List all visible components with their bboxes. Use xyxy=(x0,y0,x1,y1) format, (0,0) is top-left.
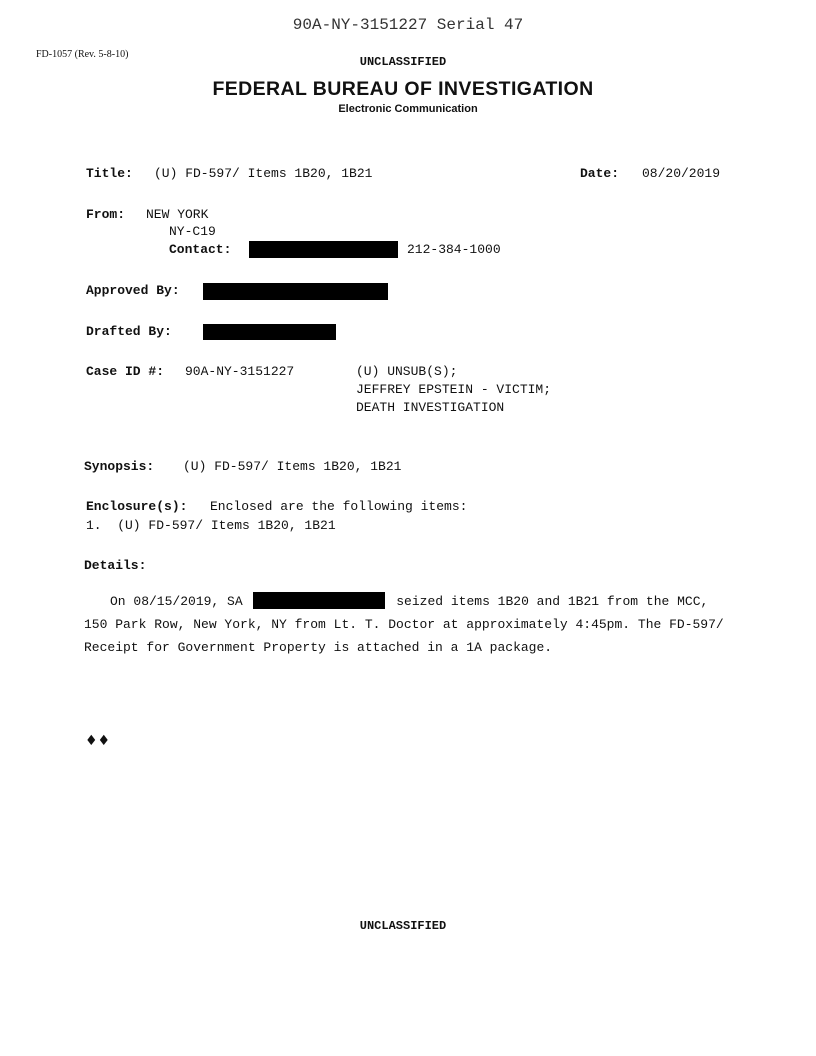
synopsis-text: (U) FD-597/ Items 1B20, 1B21 xyxy=(183,459,402,474)
form-number: FD-1057 (Rev. 5-8-10) xyxy=(36,49,129,60)
redaction-contact-name xyxy=(249,241,398,258)
enclosure-item: 1. (U) FD-597/ Items 1B20, 1B21 xyxy=(86,518,336,533)
contact-label: Contact: xyxy=(169,242,232,257)
from-label: From: xyxy=(86,207,126,222)
details-label: Details: xyxy=(84,558,147,573)
date-value: 08/20/2019 xyxy=(642,166,721,181)
date-label: Date: xyxy=(580,166,620,181)
classification-bottom: UNCLASSIFIED xyxy=(359,919,447,933)
synopsis-label: Synopsis: xyxy=(84,459,155,474)
case-caption-line: JEFFREY EPSTEIN - VICTIM; xyxy=(356,382,552,397)
redaction-approver xyxy=(203,283,388,300)
case-id-label: Case ID #: xyxy=(86,364,165,379)
serial-number: 90A-NY-3151227 Serial 47 xyxy=(292,16,524,34)
details-text-start: On 08/15/2019, SA xyxy=(110,594,243,609)
case-id-value: 90A-NY-3151227 xyxy=(185,364,295,379)
redaction-agent-name xyxy=(253,592,385,609)
drafted-by-label: Drafted By: xyxy=(86,324,172,339)
title-value: (U) FD-597/ Items 1B20, 1B21 xyxy=(154,166,373,181)
document-type: Electronic Communication xyxy=(338,103,478,115)
enclosures-intro: Enclosed are the following items: xyxy=(210,499,468,514)
case-caption-line: DEATH INVESTIGATION xyxy=(356,400,505,415)
details-text-rest: seized items 1B20 and 1B21 from the MCC, 150 Park Row, New York, NY from Lt. T. Doctor at approximately 4:45pm. The FD-597/ Receipt for Government Property is attached in a 1A package. xyxy=(84,594,724,655)
classification-top: UNCLASSIFIED xyxy=(359,55,447,69)
approved-by-label: Approved By: xyxy=(86,283,180,298)
case-caption-line: (U) UNSUB(S); xyxy=(356,364,458,379)
end-marker: ♦♦ xyxy=(85,733,111,749)
enclosures-label: Enclosure(s): xyxy=(86,499,188,514)
redaction-drafter xyxy=(203,324,336,340)
from-squad: NY-C19 xyxy=(169,224,216,239)
agency-title: FEDERAL BUREAU OF INVESTIGATION xyxy=(212,78,594,100)
details-paragraph xyxy=(84,590,724,659)
contact-phone: 212-384-1000 xyxy=(407,242,501,257)
title-label: Title: xyxy=(86,166,133,181)
from-office: NEW YORK xyxy=(146,207,209,222)
